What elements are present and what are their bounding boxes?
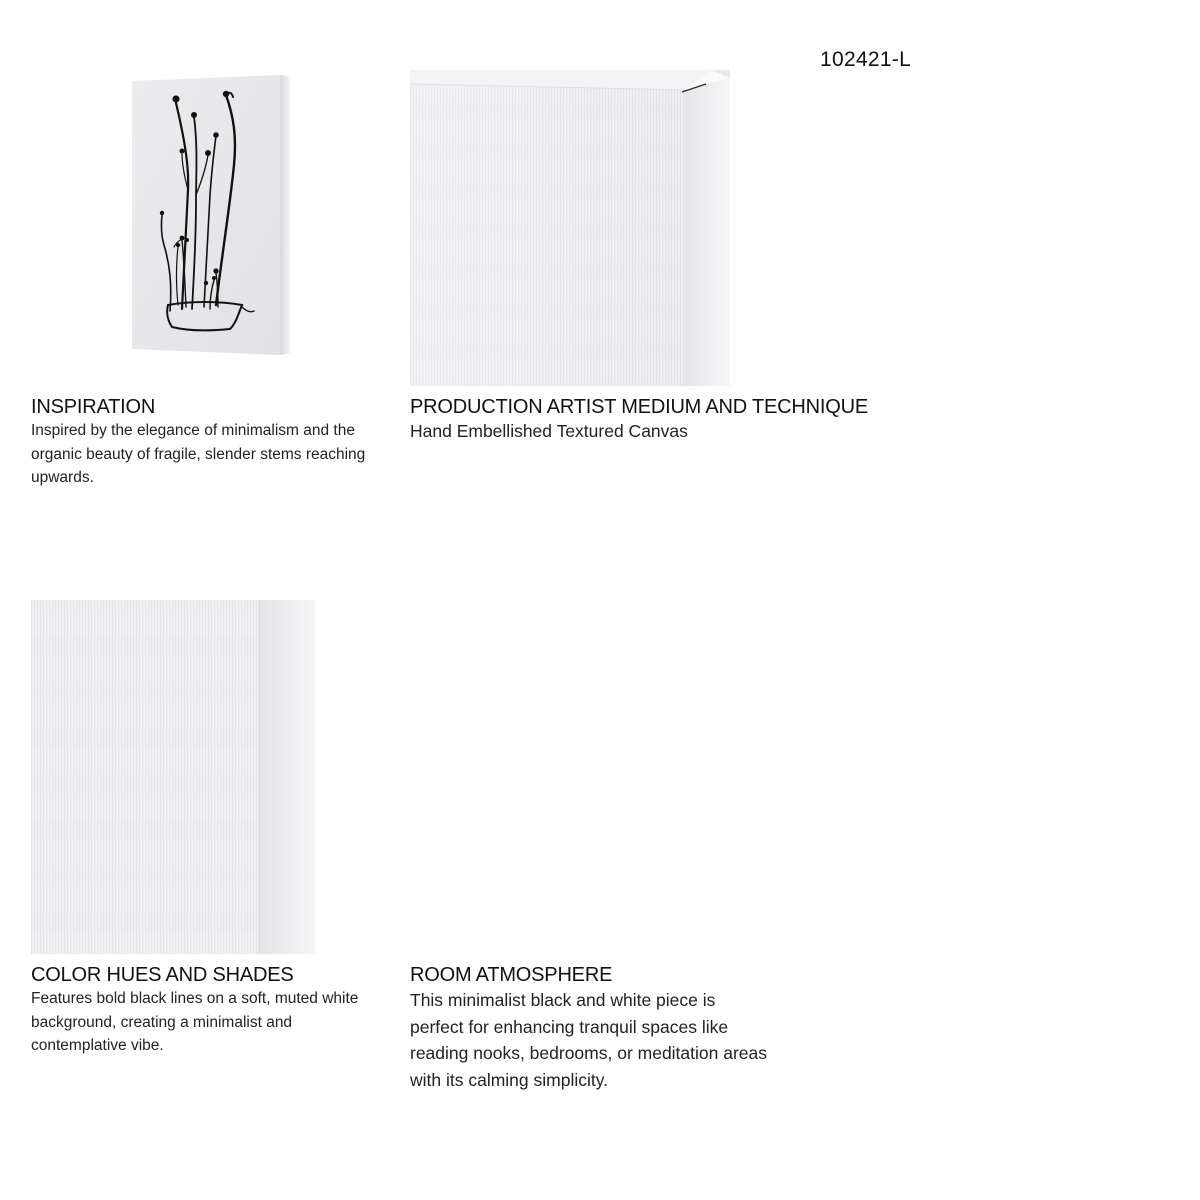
production-body: Hand Embellished Textured Canvas [410, 421, 688, 441]
artwork-image [130, 75, 295, 355]
room-section [410, 963, 770, 1093]
color-body: Features bold black lines on a soft, muted white background, creating a minimalist and contemplative vibe. [31, 990, 359, 1054]
product-sku: 102421-L [820, 48, 912, 71]
inspiration-body: Inspired by the elegance of minimalism and the organic beauty of fragile, slender stems reaching upwards. [31, 422, 366, 486]
production-section [410, 395, 970, 443]
canvas-corner-texture-image [410, 70, 730, 386]
canvas-edge-texture-image [31, 600, 315, 954]
room-body: This minimalist black and white piece is perfect for enhancing tranquil spaces like reading nooks, bedrooms, or meditation areas with its calming simplicity. [410, 990, 768, 1090]
room-title: ROOM ATMOSPHERE [410, 964, 613, 986]
inspiration-section [31, 395, 381, 490]
color-title: COLOR HUES AND SHADES [31, 964, 294, 986]
production-title: PRODUCTION ARTIST MEDIUM AND TECHNIQUE [410, 396, 869, 418]
color-section [31, 963, 386, 1058]
inspiration-title: INSPIRATION [31, 396, 156, 418]
